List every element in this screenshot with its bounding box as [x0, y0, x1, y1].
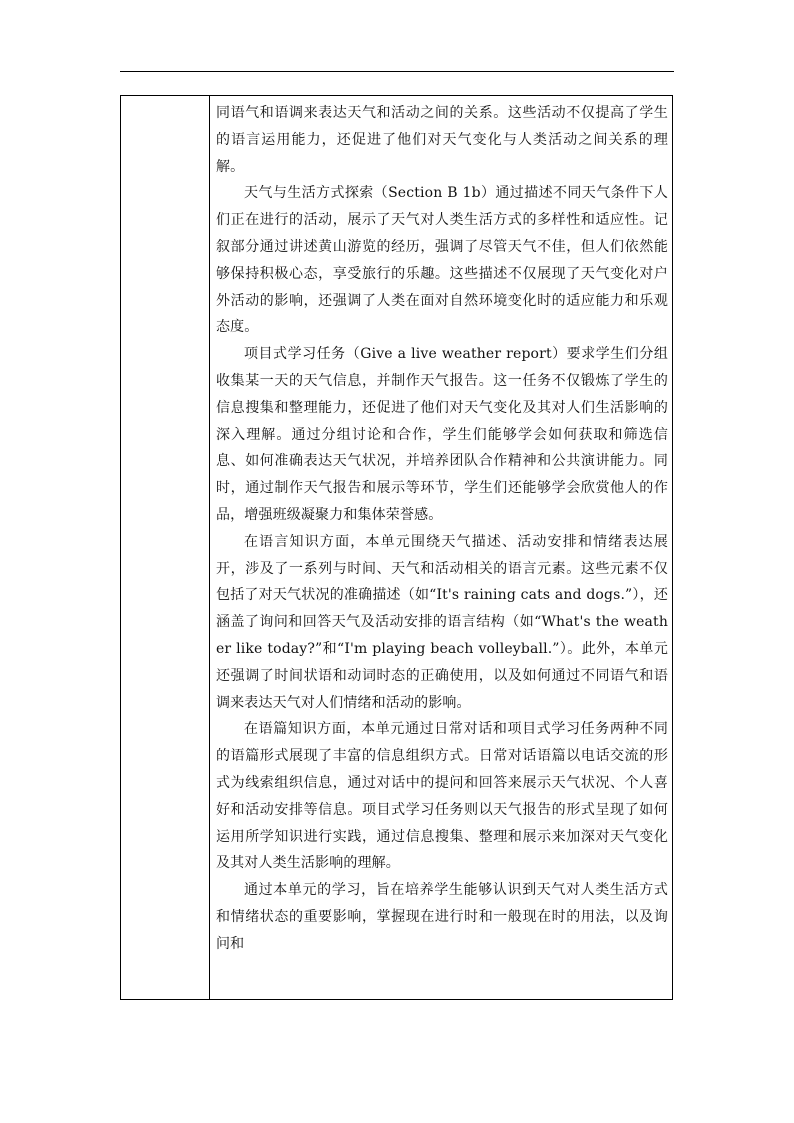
paragraph-weather-lifestyle: 天气与生活方式探索（Section B 1b）通过描述不同天气条件下人们正在进行的活动，展示了天气对人类生活方式的多样性和适应性。记叙部分通过讲述黄山游览的经历，强调了尽管天气不佳，但人们依然能够保持积极心态，享受旅行的乐趣。这些描述不仅展现了天气变化对户外活动的影响，还强调了人类在面对自然环境变化时的适应能力和乐观态度。 [216, 185, 668, 336]
table-right-cell [210, 96, 672, 999]
paragraph-discourse-knowledge: 在语篇知识方面，本单元通过日常对话和项目式学习任务两种不同的语篇形式展现了丰富的信息组织方式。日常对话语篇以电话交流的形式为线索组织信息，通过对话中的提问和回答来展示天气状况、个人喜好和活动安排等信息。项目式学习任务则以天气报告的形式呈现了如何运用所学知识进行实践，通过信息搜集、整理和展示来加深对天气变化及其对人类生活影响的理解。 [216, 721, 668, 872]
paragraph-continuation: 同语气和语调来表达天气和活动之间的关系。这些活动不仅提高了学生的语言运用能力，还促进了他们对天气变化与人类活动之间关系的理解。 [216, 105, 668, 175]
paragraph-unit-goal: 通过本单元的学习，旨在培养学生能够认识到天气对人类生活方式和情绪状态的重要影响，掌握现在进行时和一般现在时的用法，以及询问和 [216, 882, 668, 952]
content-table [120, 95, 673, 1000]
paragraph-project-task: 项目式学习任务（Give a live weather report）要求学生们分组收集某一天的天气信息，并制作天气报告。这一任务不仅锻炼了学生的信息搜集和整理能力，还促进了他们对天气变化及其对人们生活影响的深入理解。通过分组讨论和合作，学生们能够学会如何获取和筛选信息、如何准确表达天气状况，并培养团队合作精神和公共演讲能力。同时，通过制作天气报告和展示等环节，学生们还能够学会欣赏他人的作品，增强班级凝聚力和集体荣誉感。 [216, 346, 668, 523]
table-left-cell [121, 96, 210, 999]
header-rule [120, 71, 674, 72]
paragraph-language-knowledge: 在语言知识方面，本单元围绕天气描述、活动安排和情绪表达展开，涉及了一系列与时间、天气和活动相关的语言元素。这些元素不仅包括了对天气状况的准确描述（如“It's raining cats and dogs.”），还涵盖了询问和回答天气及活动安排的语言结构（如“What's the weather like today?”和“I'm playing beach volleyball.”）。此外，本单元还强调了时间状语和动词时态的正确使用，以及如何通过不同语气和语调来表达天气对人们情绪和活动的影响。 [216, 533, 668, 711]
